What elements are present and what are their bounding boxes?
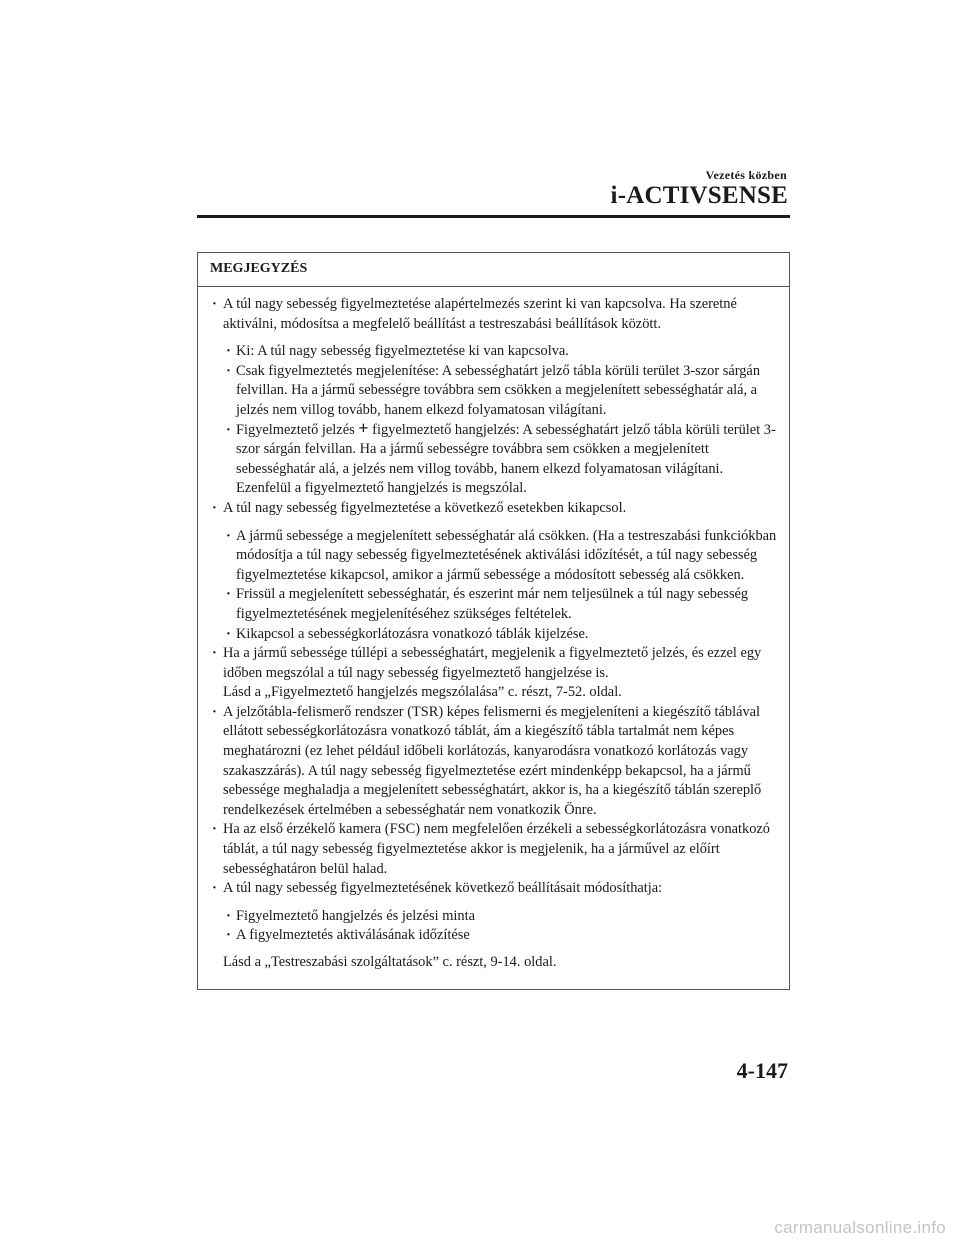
sub-bullet-text: figyelmeztető hangjelzés: A sebességhatárt jelző tábla körüli terület 3-szor sárgán felvillan. Ha a jármű sebességre továbbra sem csökken a megjelenített sebességhatár alá, a jelzés nem villog tovább, hanem elkezd folyamatosan világítani. Ezenfelül a figyelmeztető hangjelzés is megszólal. bbox=[236, 421, 776, 497]
sub-bullet-speed-drops: · A jármű sebessége a megjelenített sebességhatár alá csökken. (Ha a testreszabási funkciókban módosítja a túl nagy sebesség figyelmeztetésének aktiválási időzítését, a túl nagy sebesség figyelmeztetése kikapcsol, amikor a jármű sebessége a módosított sebesség alá csökken. bbox=[198, 527, 779, 586]
note-bullet-tsr-supplementary: · A jelzőtábla-felismerő rendszer (TSR) képes felismerni és megjeleníteni a kiegészítő táblával ellátott sebességkorlátozásra vonatkozó táblát, ám a kiegészítő tábla tartalmát nem képes meghatározni (ez lehet például időbeli korlátozás, kanyarodásra vonatkozó korlátozás vagy szakaszzárás). A túl nagy sebesség figyelmeztetése ezért mindenképp bekapcsol, ha a jármű sebessége meghaladja a megjelenített sebességhatárt, akkor is, ha a kiegészítő táblán szereplő rendelkezések értelmében a sebességhatár nem vonatkozik Önre. bbox=[198, 703, 777, 821]
settings-list bbox=[198, 907, 789, 946]
plus-icon: + bbox=[358, 417, 369, 438]
sub-bullet-sound-pattern: · Figyelmeztető hangjelzés és jelzési minta bbox=[198, 907, 779, 927]
note-heading: MEGJEGYZÉS bbox=[198, 253, 789, 287]
watermark: carmanualsonline.info bbox=[774, 1218, 946, 1237]
page-reference-link[interactable]: Lásd a „Figyelmeztető hangjelzés megszólalása” c. részt, 7-52. oldal. bbox=[223, 684, 622, 701]
note-bullet-settings: · A túl nagy sebesség figyelmeztetésének következő beállításait módosíthatja: bbox=[198, 879, 777, 899]
bullet-text: Ha a jármű sebessége túllépi a sebességhatárt, megjelenik a figyelmeztető jelzés, és ezzel egy időben megszólal a túl nagy sebesség figyelmeztető hangjelzése is. bbox=[223, 645, 762, 681]
page-reference-link[interactable]: Lásd a „Testreszabási szolgáltatások” c. részt, 9-14. oldal. bbox=[223, 954, 557, 970]
note-box bbox=[197, 252, 790, 990]
note-body bbox=[198, 287, 789, 973]
section-name: Vezetés közben bbox=[705, 168, 787, 182]
header-divider bbox=[197, 215, 790, 218]
turn-off-cases-list bbox=[198, 527, 789, 645]
sub-bullet-display-only: · Csak figyelmeztetés megjelenítése: A sebességhatárt jelző tábla körüli terület 3-szor sárgán felvillan. Ha a jármű sebességre továbbra sem csökken a megjelenített sebességhatár alá, a jelzés nem villog tovább, hanem elkezd folyamatosan világítani. bbox=[198, 362, 779, 421]
note-bullet-turn-off-cases: · A túl nagy sebesség figyelmeztetése a következő esetekben kikapcsol. bbox=[198, 499, 777, 519]
note-bullet-default-off: · A túl nagy sebesség figyelmeztetése alapértelmezés szerint ki van kapcsolva. Ha szeretné aktiválni, módosítsa a megfelelő beállítást a testreszabási beállítások között. bbox=[198, 295, 777, 334]
page-number: 4-147 bbox=[736, 1058, 788, 1083]
sub-bullet-limit-updated: · Frissül a megjelenített sebességhatár, és eszerint már nem teljesülnek a túl nagy sebesség figyelmeztetésének megjelenítéséhez szükséges feltételek. bbox=[198, 585, 779, 624]
chapter-title: i-ACTIVSENSE bbox=[610, 182, 788, 209]
note-bullet-fsc-camera: · Ha az első érzékelő kamera (FSC) nem megfelelően érzékeli a sebességkorlátozásra vonatkozó táblát, a túl nagy sebesség figyelmeztetése akkor is megjelenik, ha a járművel az előírt sebességhatáron belül halad. bbox=[198, 820, 777, 879]
setting-options-list bbox=[198, 342, 789, 499]
sub-bullet-activation-timing: · A figyelmeztetés aktiválásának időzítése bbox=[198, 926, 779, 946]
note-bullet-exceed-limit bbox=[198, 644, 777, 703]
sub-bullet-label: Figyelmeztető jelzés bbox=[236, 421, 355, 438]
sub-bullet-display-and-sound bbox=[198, 417, 779, 499]
sub-bullet-signs-off: · Kikapcsol a sebességkorlátozásra vonatkozó táblák kijelzése. bbox=[198, 625, 779, 645]
sub-bullet-off: · Ki: A túl nagy sebesség figyelmeztetése ki van kapcsolva. bbox=[198, 342, 779, 362]
